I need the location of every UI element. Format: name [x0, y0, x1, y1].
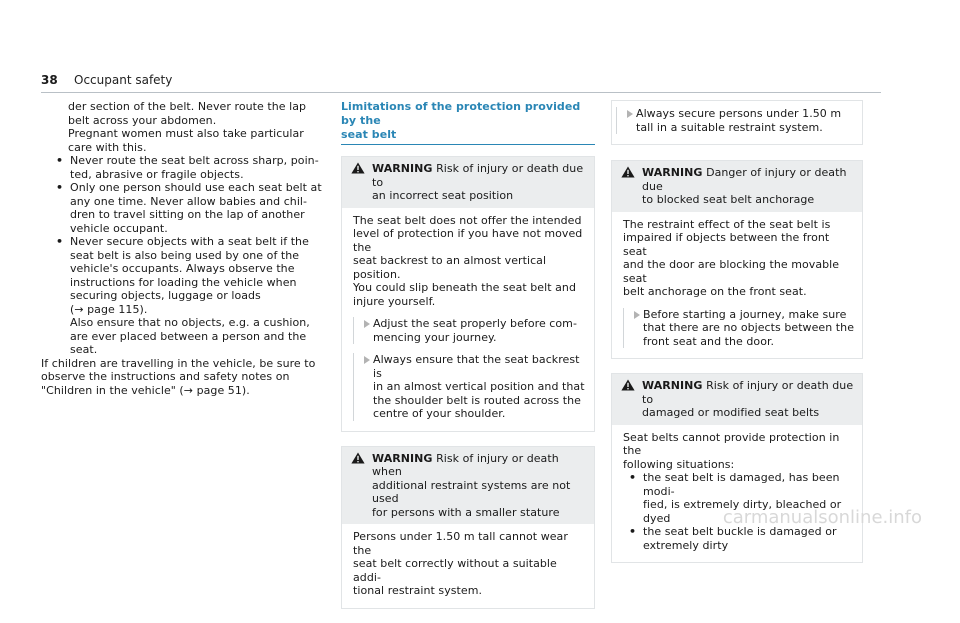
warning-label: WARNING [372, 451, 433, 465]
warning-body: Seat belts cannot provide protection in the following situations: • the seat belt is damaged, has been modi- fied, is extremely dirty, bleached or dyed • the seat belt buckle is damaged or extremely dirty [612, 425, 862, 563]
instruction-step: Adjust the seat properly before com- mencing your journey. [353, 317, 586, 344]
list-item: • Never secure objects with a seat belt if the seat belt is also being used by one of the vehicle's occupants. Always observe the instructions for loading the vehicle when securing objects, luggage or loads (→ page 115). Also ensure that no objects, e.g. a cushion, are ever placed between a person and the seat. [56, 235, 326, 357]
page-header [41, 72, 881, 93]
warning-triangle-icon [351, 162, 365, 174]
column-1 [41, 100, 326, 397]
warning-triangle-icon [351, 452, 365, 464]
warning-box [611, 160, 863, 359]
warning-label: WARNING [372, 162, 433, 175]
warning-header: WARNING Risk of injury or death due to damaged or modified seat belts [612, 374, 862, 425]
warning-body: The restraint effect of the seat belt is impaired if objects between the front seat and the door are blocking the movable seat belt anchorage on the front seat. Before starting a journey, make sure that there are no objects between the front seat and the door. [623, 217, 855, 348]
warning-triangle-icon [621, 166, 635, 178]
step-arrow-icon [634, 311, 640, 319]
column-2 [341, 100, 595, 623]
warning-triangle-icon [621, 379, 635, 391]
subheading: Limitations of the protection provided by the seat belt [341, 100, 595, 145]
page-link-51[interactable]: "Children in the vehicle" (→ page 51). [41, 383, 250, 397]
warning-box [341, 446, 595, 609]
list-item: • the seat belt buckle is damaged or extremely dirty [629, 525, 854, 552]
page-number: 38 [41, 73, 58, 87]
warning-body: Persons under 1.50 m tall cannot wear the seat belt correctly without a suitable addi- tional restraint system. [353, 530, 568, 597]
step-arrow-icon [364, 320, 370, 328]
warning-header: WARNING Risk of injury or death due to an incorrect seat position [342, 157, 594, 208]
column-3 [611, 100, 863, 577]
bullet-list [68, 154, 326, 357]
watermark: carmanualsonline.info [722, 507, 922, 528]
page-link-115[interactable]: (→ page 115). [70, 302, 148, 316]
section-title: Occupant safety [74, 73, 173, 87]
instruction-step: Before starting a journey, make sure that there are no objects between the front seat and the door. [623, 308, 854, 349]
warning-label: WARNING [642, 166, 703, 179]
warning-label: WARNING [642, 379, 703, 392]
warning-box [341, 156, 595, 432]
list-item: • the seat belt is damaged, has been modi- fied, is extremely dirty, bleached or dyed [629, 471, 854, 525]
warning-box [611, 373, 863, 563]
list-item: • Only one person should use each seat belt at any one time. Never allow babies and chil- dren to travel sitting on the lap of another vehicle occupant. [56, 181, 326, 235]
children-paragraph: If children are travelling in the vehicle, be sure to observe the instructions and safety notes on "Children in the vehicle" (→ page 51). [41, 356, 316, 397]
pregnant-paragraph: Pregnant women must also take particular care with this. [68, 127, 304, 154]
instruction-step: Always secure persons under 1.50 m tall in a suitable restraint system. [616, 107, 854, 134]
intro-paragraph: der section of the belt. Never route the lap belt across your abdomen. [68, 100, 307, 127]
step-arrow-icon [364, 356, 370, 364]
continued-step-box [611, 100, 863, 145]
warning-header: WARNING Danger of injury or death due to blocked seat belt anchorage [612, 161, 862, 212]
instruction-step: Always ensure that the seat backrest is in an almost vertical position and that the shoulder belt is routed across the centre of your shoulder. [353, 353, 586, 421]
step-arrow-icon [627, 110, 633, 118]
warning-body: The seat belt does not offer the intended level of protection if you have not moved the seat backrest to an almost vertical position. You could slip beneath the seat belt and injure yourself. Adjust the seat properly before com- mencing your journey. Always ensure that the seat backrest is in an almost vertical position and that the shoulder belt is routed across the centre of your shoulder. [353, 213, 585, 420]
warning-header: WARNING Risk of injury or death when additional restraint systems are not used for persons with a smaller stature [342, 447, 594, 525]
list-item: • Never route the seat belt across sharp, poin- ted, abrasive or fragile objects. [56, 154, 326, 181]
